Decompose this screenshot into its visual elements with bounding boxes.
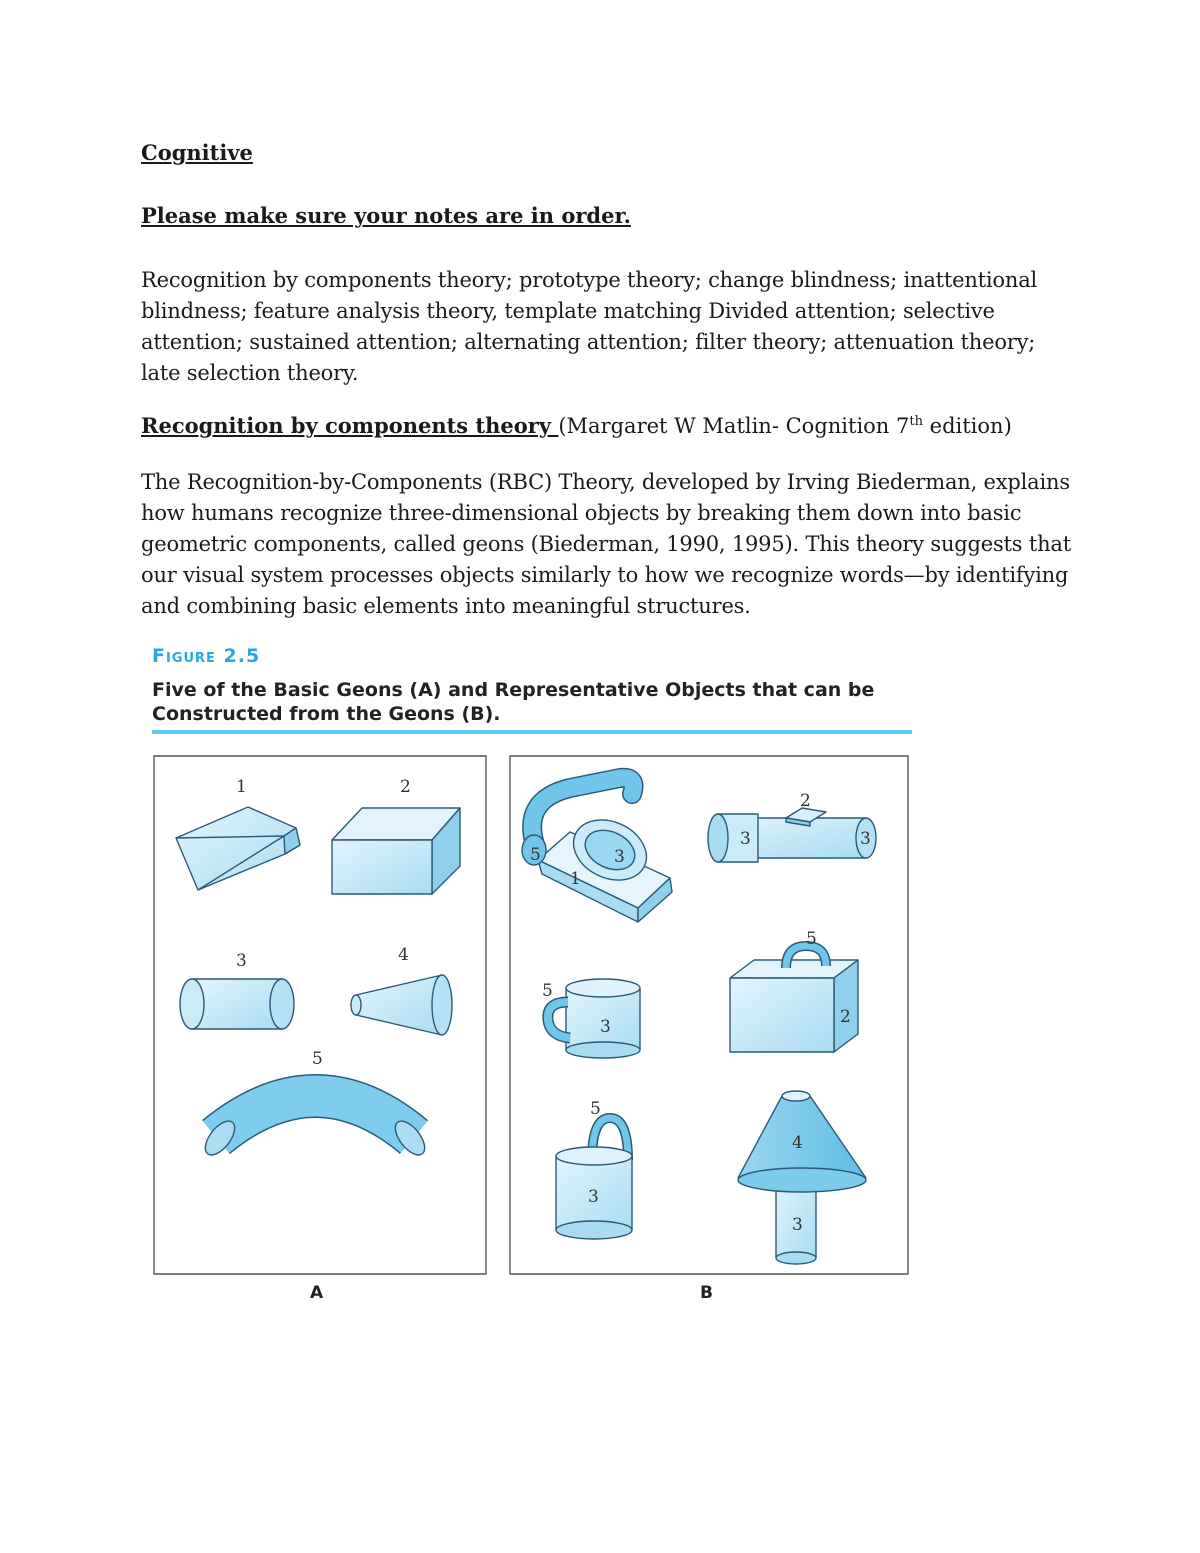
- topics-paragraph: Recognition by components theory; prototype theory; change blindness; inattentional blindness; feature analysis theory, template matching Divided attention; selective attention; sustained attention; alternating attention; filter theory; attenuation theory; late selection theory.: [141, 268, 1038, 385]
- geon-3-cylinder: [180, 979, 294, 1029]
- document-title: Cognitive: [141, 140, 253, 165]
- geon-1-number: 1: [236, 777, 247, 797]
- panel-a-letter: A: [310, 1283, 324, 1303]
- body-paragraph: The Recognition-by-Components (RBC) Theory, developed by Irving Biederman, explains how humans recognize three-dimensional objects by breaking them down into basic geometric components, called geons (Biederman, 1990, 1995). This theory suggests that our visual system processes objects similarly to how we recognize words—by identifying and combining basic elements into meaningful structures.: [141, 470, 1071, 618]
- figure-illustration: [150, 750, 920, 1280]
- section-heading: Recognition by components theory: [141, 413, 559, 438]
- figure-geons: [150, 645, 920, 1315]
- lamp-label-4: 4: [792, 1133, 803, 1153]
- bucket-label-5: 5: [590, 1099, 601, 1119]
- geon-5-number: 5: [312, 1049, 323, 1069]
- briefcase-label-2: 2: [840, 1007, 851, 1027]
- flashlight-label-3b: 3: [860, 829, 871, 849]
- figure-rule: [152, 730, 912, 734]
- section-reference: (Margaret W Matlin- Cognition 7: [558, 414, 910, 438]
- figure-caption: Five of the Basic Geons (A) and Representative Objects that can be Constructed from the Geons (B).: [152, 679, 875, 725]
- panel-b-letter: B: [700, 1283, 713, 1303]
- mug-label-5: 5: [542, 981, 553, 1001]
- section-reference-sup: th: [909, 414, 923, 429]
- phone-label-5: 5: [530, 845, 541, 865]
- flashlight-label-2: 2: [800, 791, 811, 811]
- figure-label: Figure 2.5: [152, 645, 261, 667]
- briefcase-label-5: 5: [806, 929, 817, 949]
- lamp-label-3: 3: [792, 1215, 803, 1235]
- section-heading-line: [141, 413, 1012, 438]
- mug-label-3: 3: [600, 1017, 611, 1037]
- geon-2-number: 2: [400, 777, 411, 797]
- geon-3-number: 3: [236, 951, 247, 971]
- geon-2-brick: [332, 808, 460, 894]
- bucket-label-3: 3: [588, 1187, 599, 1207]
- section-reference-end: edition): [922, 414, 1012, 438]
- geon-4-number: 4: [398, 945, 409, 965]
- flashlight-label-3a: 3: [740, 829, 751, 849]
- notes-heading: Please make sure your notes are in order.: [141, 203, 631, 228]
- phone-label-3: 3: [614, 847, 625, 867]
- phone-label-1: 1: [570, 869, 581, 889]
